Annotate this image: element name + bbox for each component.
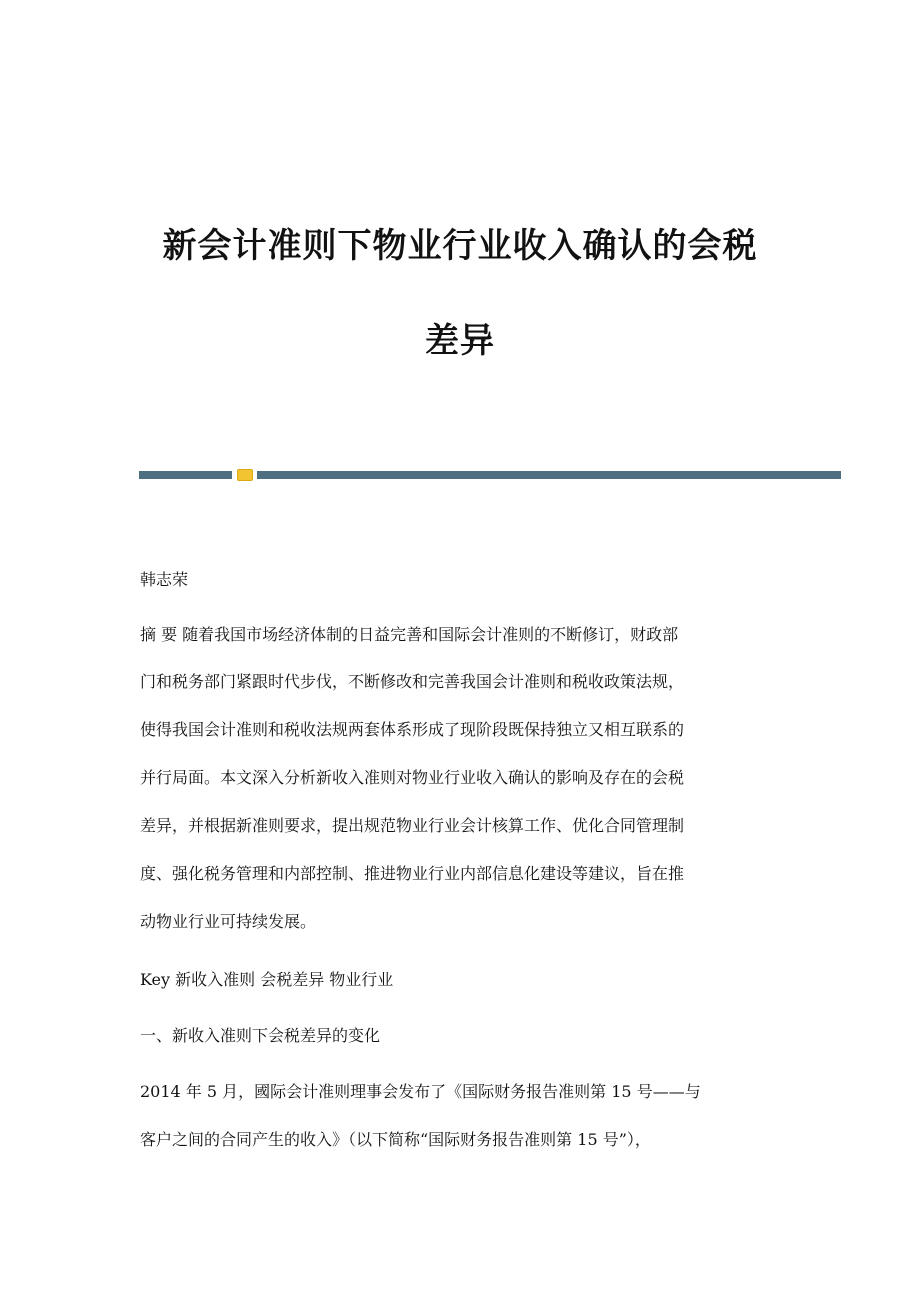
abstract-line: 门和税务部门紧跟时代步伐，不断修改和完善我国会计准则和税收政策法规，: [140, 672, 685, 691]
abstract-line: 并行局面。本文深入分析新收入准则对物业行业收入确认的影响及存在的会税: [140, 768, 685, 787]
abstract-line: 动物业行业可持续发展。: [140, 912, 317, 931]
document-title-line-2: 差异: [425, 321, 495, 361]
body-line: 2014 年 5 月，國际会计准则理事会发布了《国际财务报告准则第 15 号——与: [140, 1082, 701, 1101]
document-title-line-1: 新会计准则下物业行业收入确认的会税: [162, 226, 758, 266]
abstract-line: 差异，并根据新准则要求，提出规范物业行业会计核算工作、优化合同管理制: [140, 816, 685, 835]
divider-bar-left: [139, 471, 232, 479]
body-line: 客户之间的合同产生的收入》（以下简称“国际财务报告准则第 15 号”），: [140, 1130, 651, 1149]
title-divider: [139, 471, 841, 480]
section-heading: 一、新收入准则下会税差异的变化: [140, 1026, 381, 1045]
abstract-line: 度、强化税务管理和内部控制、推进物业行业内部信息化建设等建议，旨在推: [140, 864, 685, 883]
author: 韩志荣: [140, 570, 189, 589]
envelope-icon: [237, 469, 253, 481]
abstract-line: 使得我国会计准则和税收法规两套体系形成了现阶段既保持独立又相互联系的: [140, 720, 685, 739]
abstract-line: 摘 要 随着我国市场经济体制的日益完善和国际会计准则的不断修订，财政部: [140, 625, 679, 644]
divider-bar-right: [257, 471, 841, 479]
keywords: Key 新收入准则 会税差异 物业行业: [140, 970, 394, 989]
